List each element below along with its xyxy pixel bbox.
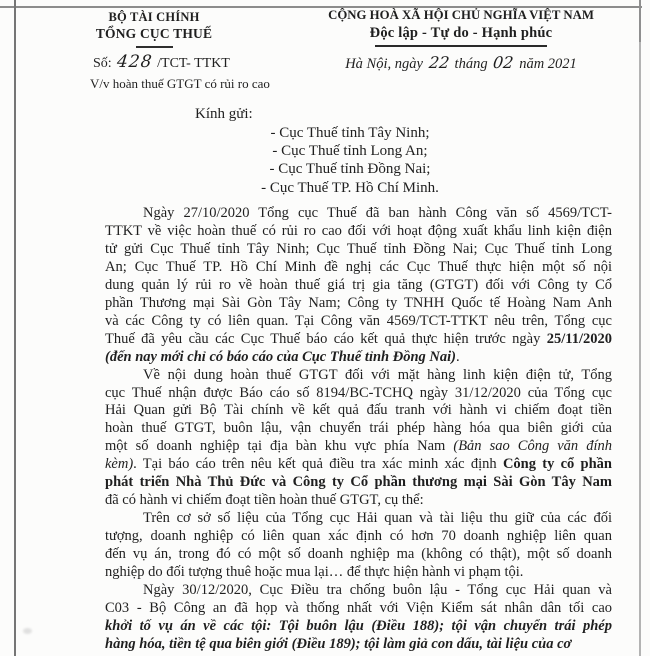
body-line [105,618,612,636]
body-line [105,510,612,528]
doc-number-label: Số: [93,56,112,71]
scan-artifact [23,628,32,634]
body-line [105,456,612,474]
right-border-line [639,0,641,656]
body-line [105,385,612,403]
motto-underline [375,45,547,47]
date-suffix: năm 2021 [519,55,577,72]
body-line [105,277,612,295]
body-text-segment: Ngày 27/10/2020 Tổng cục Thuế đã ban hành Công văn số 4569/TCT- [143,205,612,221]
body-line [105,349,612,367]
right-border-line-top [639,0,641,42]
body-line [105,600,612,618]
recipient-item: - Cục Thuế tỉnh Long An; [272,143,428,160]
place-date-line [318,54,604,72]
body-line [105,420,612,438]
body-line [105,636,612,654]
recipient-item: - Cục Thuế tỉnh Tây Ninh; [270,125,430,141]
body-text-segment: và các Công ty có liên quan. Tại Công văn 4569/TCT-TTKT nêu trên, Tổng cục [105,312,612,329]
body-line [105,564,612,582]
body-line [105,223,612,241]
agency-underline [136,46,173,48]
body-text-segment: An; Cục Thuế TP. Hồ Chí Minh đề nghị các Cục Thuế thực hiện một số nội [105,258,612,275]
body-line [105,295,612,313]
body-text-segment: khởi tố vụ án về các tội: Tội buôn lậu (Điều 188); tội vận chuyển trái phép [105,617,612,634]
body-text-segment: Công ty cổ phần [502,456,612,473]
body-line [105,402,612,420]
document-number-line [93,52,230,72]
body-text-segment: tượng, doanh nghiệp có liên quan xác định có hơn 70 doanh nghiệp liên quan [105,528,612,545]
body-line [105,546,612,564]
body-text-segment: . Tại báo cáo trên nêu kết quả điều tra xác minh xác định [133,456,503,473]
body-text-segment: phần Thương mại Sài Gòn Tây Nam; Công ty TNHH Quốc tế Hoàng Nam Anh [105,294,612,311]
body-line [105,241,612,259]
date-mid: tháng [454,55,488,72]
body-line [105,528,612,546]
body-text-segment: Trên cơ sở số liệu của Tổng cục Hải quan và tài liệu thu giữ của các đối [143,510,612,527]
body-text-segment: 25/11/2020 [546,330,612,347]
body-text-segment: một số doanh nghiệp tại địa bàn khu vực phía Nam [105,438,454,455]
national-title: CỘNG HOÀ XÃ HỘI CHỦ NGHĨA VIỆT NAM [328,8,594,22]
body-line [105,474,612,492]
body-text-segment: TTKT về việc hoàn thuế có rủi ro cao đối với hoạt động xuất khẩu linh kiện điện [105,222,612,239]
body-text-segment: nghiệp do đối tượng thuê hoặc mua lại… để thực hiện hành vi phạm tội. [105,564,524,581]
handwritten-day: 22 [427,52,450,72]
body-text-segment: (Bản sao Công văn đính [453,438,612,455]
document-body [105,205,612,654]
body-text-segment: Ngày 30/12/2020, Cục Điều tra chống buôn lậu - Tổng cục Hải quan và [143,582,612,599]
body-text-segment: đã có hành vi chiếm đoạt tiền hoàn thuế GTGT, cụ thể: [105,492,424,509]
body-text-segment: đến vụ án, trong đó có một số doanh nghiệp ma (không có thật), một số doanh [105,546,612,563]
body-line [105,259,612,277]
issuing-agency-block [54,10,254,48]
recipient-item: - Cục Thuế TP. Hồ Chí Minh. [261,179,439,196]
body-line [105,438,612,456]
recipient-item: - Cục Thuế tỉnh Đồng Nai; [269,161,431,178]
body-text-segment: . [455,348,460,365]
body-text-segment: hoàn thuế GTGT, buôn lậu, vận chuyển trái phép hàng hóa qua biên giới của [105,420,612,437]
body-text-segment: tử gửi Cục Thuế tỉnh Tây Ninh; Cục Thuế tỉnh Đồng Nai; Cục Thuế tỉnh Long [105,240,612,257]
national-motto: Độc lập - Tự do - Hạnh phúc [369,25,553,42]
parent-agency-name: BỘ TÀI CHÍNH [108,10,200,24]
national-header-block [318,8,604,72]
doc-number-suffix: /TCT- TTKT [157,56,230,71]
body-text-segment: kèm) [105,456,134,473]
body-text-segment: Về nội dung hoàn thuế GTGT đối với mặt hàng linh kiện điện tử, Tổng [143,366,612,383]
body-text-segment: hàng hóa, tiền tệ qua biên giới (Điều 189); tội làm giả con dấu, tài liệu của cơ [105,635,572,652]
recipients-list [225,124,475,197]
body-text-segment: dung quản lý rủi ro về hoàn thuế giá trị gia tăng (GTGT) đối với Công ty Cổ [105,276,612,293]
body-text-segment: phát triển Nhà Thủ Đức và Công ty Cổ phần thương mại Sài Gòn Tây Nam [105,474,612,491]
agency-name: TỔNG CỤC THUẾ [95,26,213,42]
left-border-line [14,0,16,656]
body-text-segment: Thuế đã yêu cầu các Cục Thuế báo cáo kết quả thực hiện trước ngày [105,330,547,347]
doc-number-handwritten: 428 [115,52,154,72]
handwritten-month: 02 [492,52,515,72]
body-line [105,313,612,331]
body-text-segment: Hải Quan gửi Bộ Tài chính về kết quả đấu tranh với hành vi chiếm đoạt tiền [105,402,612,419]
salutation: Kính gửi: [195,106,253,122]
body-text-segment: (đến nay mới chỉ có báo cáo của Cục Thuế tỉnh Đồng Nai) [105,348,456,365]
body-text-segment: C03 - Bộ Công an đã họp và thống nhất với Viện Kiểm sát nhân dân tối cao [105,599,612,616]
body-line [105,492,612,510]
body-line [105,367,612,385]
body-line [105,331,612,349]
body-line [105,205,612,223]
body-text-segment: cục Thuế nhận được Báo cáo số 8194/BC-TCHQ ngày 31/12/2020 của Tổng cục [105,384,612,401]
date-prefix: Hà Nội, ngày [345,55,423,72]
body-line [105,582,612,600]
document-subject: V/v hoàn thuế GTGT có rủi ro cao [90,76,270,91]
